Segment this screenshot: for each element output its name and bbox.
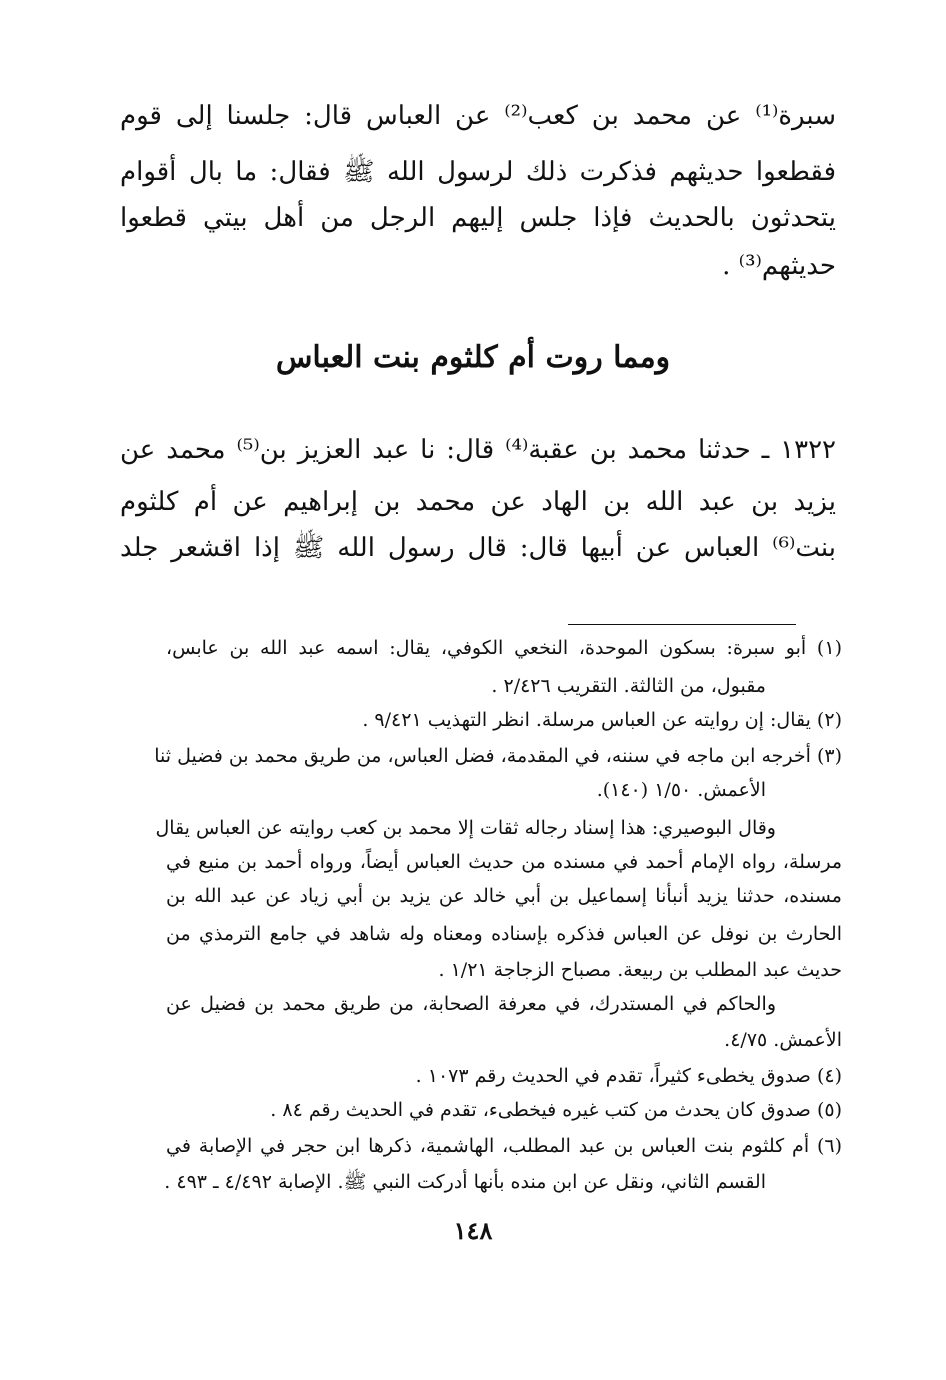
hadith-line: يزيد بن عبد الله بن الهاد عن محمد بن إبراهيم عن أم كلثوم <box>120 487 836 517</box>
body-line: يتحدثون بالحديث فإذا جلس إليهم الرجل من أهل بيتي قطعوا <box>120 203 836 233</box>
section-heading: ومما روت أم كلثوم بنت العباس <box>275 340 671 375</box>
footnote-3-para: مرسلة، رواه الإمام أحمد في مسنده من حديث العباس أيضاً، ورواه أحمد بن منيع في <box>166 851 842 873</box>
footnote-3: (٣) أخرجه ابن ماجه في سننه، في المقدمة، فضل العباس، من طريق محمد بن فضيل ثنا <box>154 745 842 767</box>
footnote-6-cont: القسم الثاني، ونقل عن ابن منده بأنها أدركت النبي ﷺ. الإصابة ٤/٤٩٢ ـ ٤٩٣ . <box>164 1171 766 1193</box>
footnote-3-para: الحارث بن نوفل عن العباس فذكره بإسناده ومعناه وله شاهد في جامع الترمذي من <box>166 923 842 945</box>
footnote-5: (٥) صدوق كان يحدث من كتب غيره فيخطىء، تقدم في الحديث رقم ٨٤ . <box>270 1099 842 1121</box>
body-line: فقطعوا حديثهم فذكرت ذلك لرسول الله ﷺ فقال: ما بال أقوام <box>120 157 836 187</box>
footnote-3-para: مسنده، حدثنا يزيد أنبأنا إسماعيل بن أبي خالد عن يزيد بن أبي زياد عن عبد الله بن <box>166 885 842 907</box>
footnote-1-cont: مقبول، من الثالثة. التقريب ٢/٤٢٦ . <box>491 675 766 697</box>
footnote-1: (١) أبو سبرة: بسكون الموحدة، النخعي الكوفي، يقال: اسمه عبد الله بن عابس، <box>166 637 842 659</box>
footnote-3-para: حديث عبد المطلب بن ربيعة. مصباح الزجاجة ١/٢١ . <box>438 959 842 981</box>
footnote-3-para: والحاكم في المستدرك، في معرفة الصحابة، من طريق محمد بن فضيل عن <box>166 993 776 1015</box>
footnote-4: (٤) صدوق يخطىء كثيراً، تقدم في الحديث رقم ١٠٧٣ . <box>415 1065 842 1087</box>
hadith-line: ١٣٢٢ ـ حدثنا محمد بن عقبة⁽⁴⁾ قال: نا عبد العزيز بن⁽⁵⁾ محمد عن <box>120 435 837 465</box>
footnote-3-para: وقال البوصيري: هذا إسناد رجاله ثقات إلا محمد بن كعب روايته عن العباس يقال <box>155 817 776 839</box>
page-number: ١٤٨ <box>453 1216 493 1245</box>
footnote-3-cont: الأعمش. ١/٥٠ (١٤٠). <box>596 779 766 801</box>
body-line: حديثهم⁽³⁾ . <box>722 251 836 281</box>
footnote-3-para: الأعمش. ٤/٧٥. <box>724 1029 842 1051</box>
hadith-line: بنت⁽⁶⁾ العباس عن أبيها قال: قال رسول الله ﷺ إذا اقشعر جلد <box>120 533 836 563</box>
footnote-2: (٢) يقال: إن روايته عن العباس مرسلة. انظر التهذيب ٩/٤٢١ . <box>362 709 842 731</box>
footnote-6: (٦) أم كلثوم بنت العباس بن عبد المطلب، الهاشمية، ذكرها ابن حجر في الإصابة في <box>166 1135 842 1157</box>
footnote-separator <box>568 624 796 625</box>
body-line: سبرة⁽¹⁾ عن محمد بن كعب⁽²⁾ عن العباس قال: جلسنا إلى قوم <box>120 101 836 131</box>
